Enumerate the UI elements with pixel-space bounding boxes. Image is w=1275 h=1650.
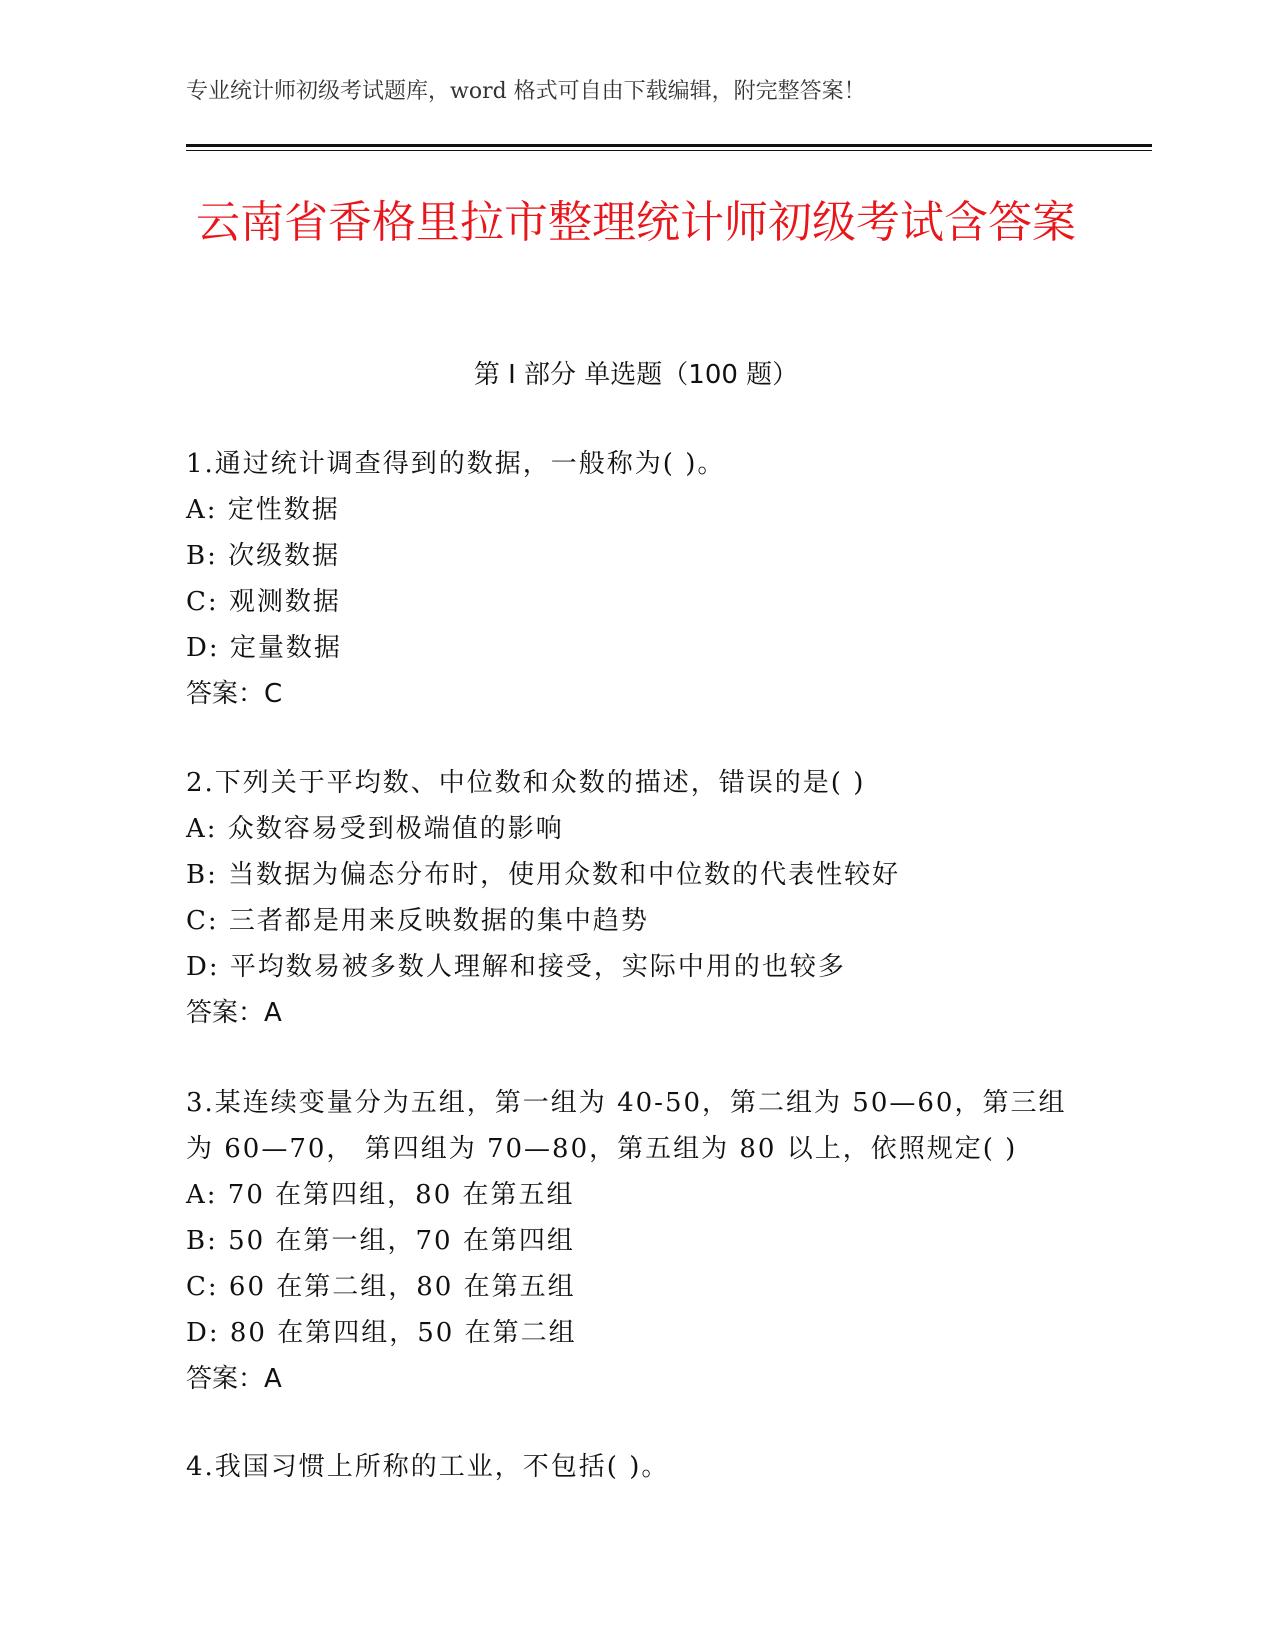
question-4 bbox=[186, 1444, 1086, 1490]
option-d: D: 80 在第四组，50 在第二组 bbox=[186, 1318, 577, 1348]
option-a: A: 70 在第四组，80 在第五组 bbox=[186, 1180, 575, 1210]
answer: 答案：A bbox=[186, 1364, 282, 1394]
document-title: 云南省香格里拉市整理统计师初级考试含答案 bbox=[196, 197, 1076, 248]
question-stem: 3.某连续变量分为五组，第一组为 40-50，第二组为 50—60，第三组为 60—70， 第四组为 70—80，第五组为 80 以上，依照规定( ) bbox=[186, 1088, 1067, 1164]
section-title: 第 I 部分 单选题（100 题） bbox=[473, 360, 799, 390]
option-c: C: 观测数据 bbox=[186, 587, 341, 617]
question-stem: 4.我国习惯上所称的工业，不包括( )。 bbox=[186, 1452, 670, 1482]
option-b: B: 当数据为偏态分布时，使用众数和中位数的代表性较好 bbox=[186, 860, 901, 890]
header-divider-thick bbox=[186, 144, 1152, 147]
option-c: C: 60 在第二组，80 在第五组 bbox=[186, 1272, 576, 1302]
option-a: A: 定性数据 bbox=[186, 495, 340, 525]
header-divider-thin bbox=[186, 150, 1152, 151]
option-b: B: 50 在第一组，70 在第四组 bbox=[186, 1226, 575, 1256]
question-stem: 2.下列关于平均数、中位数和众数的描述，错误的是( ) bbox=[186, 768, 866, 798]
question-1 bbox=[186, 441, 1086, 717]
option-d: D: 定量数据 bbox=[186, 633, 342, 663]
option-c: C: 三者都是用来反映数据的集中趋势 bbox=[186, 906, 649, 936]
question-2 bbox=[186, 760, 1086, 1036]
option-a: A: 众数容易受到极端值的影响 bbox=[186, 814, 564, 844]
answer: 答案：C bbox=[186, 679, 283, 709]
question-stem: 1.通过统计调查得到的数据，一般称为( )。 bbox=[186, 449, 726, 479]
option-d: D: 平均数易被多数人理解和接受，实际中用的也较多 bbox=[186, 952, 846, 982]
header-note: 专业统计师初级考试题库，word 格式可自由下载编辑，附完整答案！ bbox=[186, 79, 866, 104]
answer: 答案：A bbox=[186, 998, 282, 1028]
option-b: B: 次级数据 bbox=[186, 541, 341, 571]
question-3 bbox=[186, 1080, 1086, 1402]
